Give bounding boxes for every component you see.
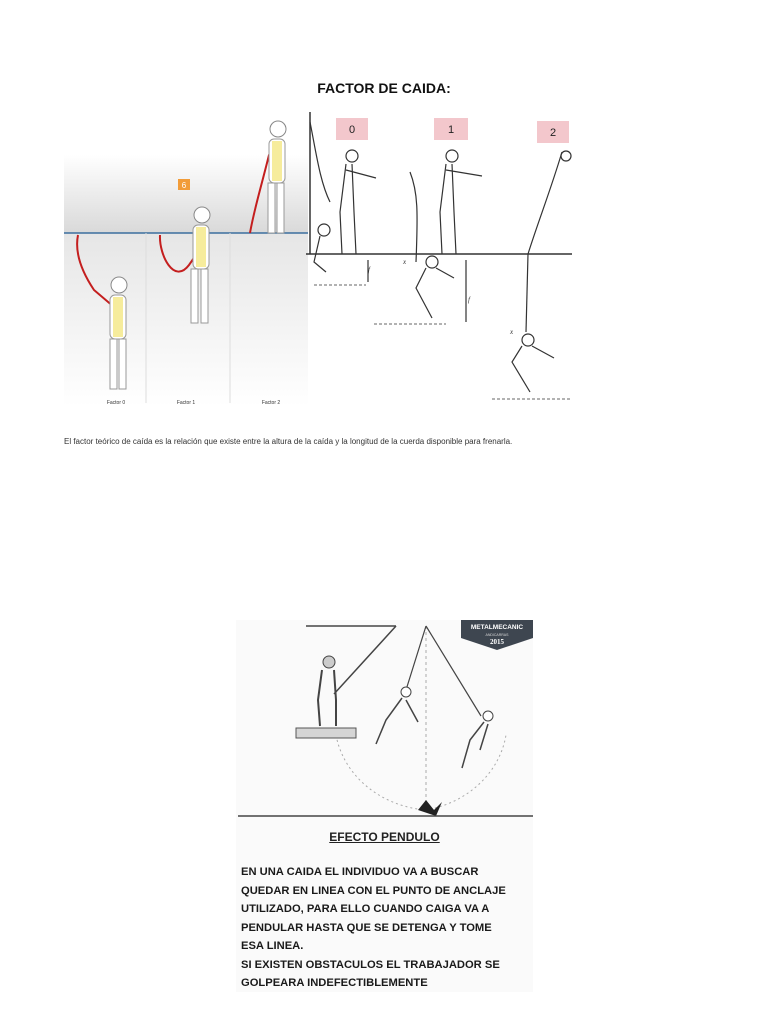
pendulum-drawing <box>236 620 533 825</box>
metalmecanic-badge <box>461 620 533 650</box>
factor-box-1: 1 <box>447 124 455 136</box>
mark-x-2: x <box>510 328 514 336</box>
fall-factor-diagram <box>306 112 572 406</box>
mark-f-1: f <box>468 296 470 304</box>
number-tag-label: 6 <box>181 181 187 190</box>
pendulum-line: GOLPEARA INDEFECTIBLEMENTE <box>241 977 428 989</box>
pendulum-line: UTILIZADO, PARA ELLO CUANDO CAIGA VA A <box>241 903 490 915</box>
pendulum-line: PENDULAR HASTA QUE SE DETENGA Y TOME <box>241 921 492 934</box>
pendulum-heading: EFECTO PENDULO <box>329 830 440 844</box>
fall-factor-illustration <box>64 115 308 407</box>
caption-text: El factor teórico de caída es la relación que existe entre la altura de la caída y la longitud de la cuerda disponible para frenarla. <box>64 437 513 446</box>
label-factor-0: Factor 0 <box>106 400 126 406</box>
badge-year: 2015 <box>490 638 504 646</box>
factor-box-0: 0 <box>348 124 356 136</box>
label-factor-1: Factor 1 <box>176 400 196 406</box>
worker-drawings <box>310 122 571 392</box>
mark-x-1: x <box>403 258 407 266</box>
page-title: FACTOR DE CAIDA: <box>317 80 451 96</box>
mark-f-0: f <box>368 266 370 274</box>
badge-line-2: ANDICARRAS <box>485 633 509 637</box>
pendulum-effect-figure <box>236 620 533 992</box>
label-factor-2: Factor 2 <box>261 400 281 406</box>
factor-box-2: 2 <box>549 127 557 139</box>
pendulum-text <box>241 863 531 992</box>
pendulum-line: SI EXISTEN OBSTACULOS EL TRABAJADOR SE <box>241 958 500 971</box>
pendulum-line: ESA LINEA. <box>241 940 304 952</box>
pendulum-line: QUEDAR EN LINEA CON EL PUNTO DE ANCLAJE <box>241 884 506 897</box>
pendulum-line: EN UNA CAIDA EL INDIVIDUO VA A BUSCAR <box>241 866 479 878</box>
badge-line-1: METALMECANIC <box>470 624 524 631</box>
